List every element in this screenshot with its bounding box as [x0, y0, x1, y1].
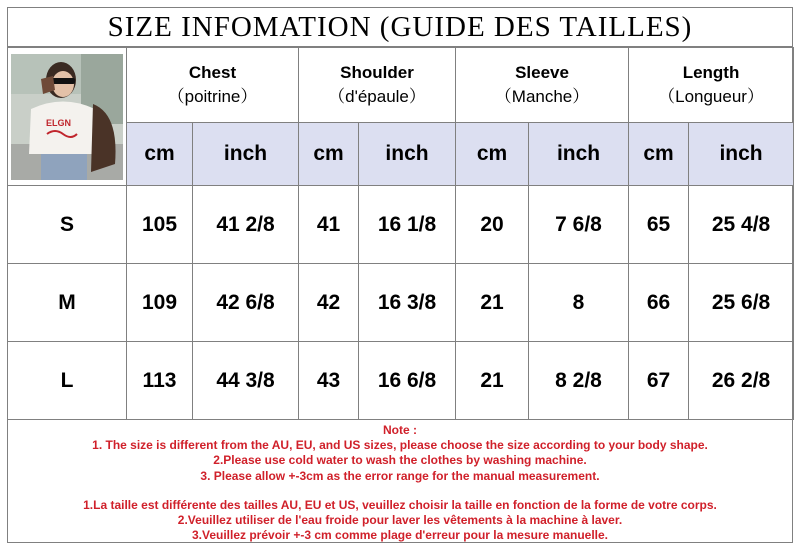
sleeve-cm: 21 — [456, 264, 529, 342]
page-title: SIZE INFOMATION (GUIDE DES TAILLES) — [7, 7, 793, 47]
header-sleeve — [456, 48, 629, 123]
header-shoulder — [299, 48, 456, 123]
notes-spacer — [7, 484, 793, 498]
size-label: M — [8, 264, 127, 342]
chest-inch: 42 6/8 — [193, 264, 299, 342]
chest-inch: 41 2/8 — [193, 186, 299, 264]
shoulder-cm: 41 — [299, 186, 359, 264]
size-label: S — [8, 186, 127, 264]
length-inch: 26 2/8 — [689, 342, 794, 420]
note-fr-3: 3.Veuillez prévoir +-3 cm comme plage d'erreur pour la mesure manuelle. — [191, 528, 608, 543]
notes-heading: Note : — [383, 423, 417, 437]
header-chest — [127, 48, 299, 123]
sleeve-cm: 20 — [456, 186, 529, 264]
size-label: L — [8, 342, 127, 420]
chest-cm: 105 — [127, 186, 193, 264]
table-row — [8, 264, 794, 342]
sleeve-inch: 7 6/8 — [529, 186, 629, 264]
unit-chest-inch: inch — [193, 123, 299, 186]
table-row — [8, 186, 794, 264]
note-fr-2: 2.Veuillez utiliser de l'eau froide pour laver les vêtements à la machine à laver. — [177, 513, 623, 528]
svg-text:ELGN: ELGN — [46, 118, 72, 128]
header-chest-en: Chest — [188, 63, 237, 82]
note-en-3: 3. Please allow +-3cm as the error range for the manual measurement. — [200, 468, 600, 483]
length-inch: 25 6/8 — [689, 264, 794, 342]
model-photo-image — [11, 54, 123, 180]
header-shoulder-en: Shoulder — [340, 63, 414, 82]
unit-shoulder-inch: inch — [359, 123, 456, 186]
sleeve-cm: 21 — [456, 342, 529, 420]
shoulder-inch: 16 6/8 — [359, 342, 456, 420]
header-shoulder-fr: （d'épaule） — [328, 87, 426, 106]
unit-length-cm: cm — [629, 123, 689, 186]
header-length-fr: （Longueur） — [658, 87, 764, 106]
table-row — [8, 342, 794, 420]
unit-sleeve-cm: cm — [456, 123, 529, 186]
length-inch: 25 4/8 — [689, 186, 794, 264]
shoulder-inch: 16 3/8 — [359, 264, 456, 342]
notes-section — [7, 421, 793, 543]
header-sleeve-fr: （Manche） — [494, 87, 590, 106]
shoulder-inch: 16 1/8 — [359, 186, 456, 264]
unit-sleeve-inch: inch — [529, 123, 629, 186]
header-length — [629, 48, 794, 123]
shoulder-cm: 43 — [299, 342, 359, 420]
header-chest-fr: （poitrine） — [167, 87, 258, 106]
unit-shoulder-cm: cm — [299, 123, 359, 186]
shoulder-cm: 42 — [299, 264, 359, 342]
chest-inch: 44 3/8 — [193, 342, 299, 420]
model-photo — [11, 54, 123, 180]
sleeve-inch: 8 2/8 — [529, 342, 629, 420]
unit-length-inch: inch — [689, 123, 794, 186]
model-photo-cell — [8, 48, 127, 186]
unit-chest-cm: cm — [127, 123, 193, 186]
length-cm: 66 — [629, 264, 689, 342]
length-cm: 67 — [629, 342, 689, 420]
note-en-2: 2.Please use cold water to wash the clothes by washing machine. — [213, 453, 587, 468]
header-length-en: Length — [682, 63, 740, 82]
note-en-1: 1. The size is different from the AU, EU, and US sizes, please choose the size according to your body shape. — [92, 438, 708, 453]
sleeve-inch: 8 — [529, 264, 629, 342]
length-cm: 65 — [629, 186, 689, 264]
size-table — [7, 47, 794, 420]
chest-cm: 113 — [127, 342, 193, 420]
chest-cm: 109 — [127, 264, 193, 342]
header-sleeve-en: Sleeve — [515, 63, 569, 82]
note-fr-1: 1.La taille est différente des tailles AU, EU et US, veuillez choisir la taille en fonction de la forme de votre corps. — [83, 497, 717, 512]
